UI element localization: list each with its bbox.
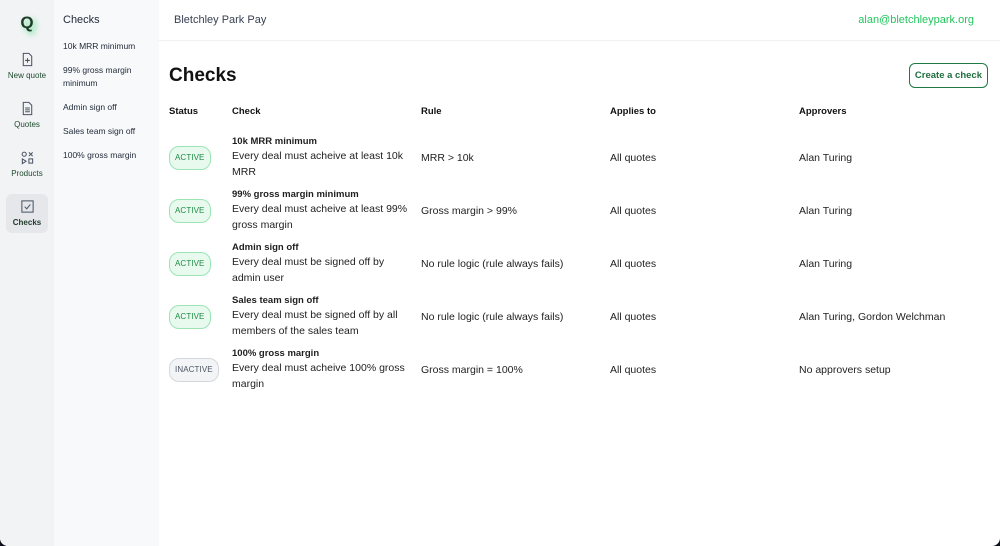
applies-to-cell: All quotes [610,363,657,376]
check-description: Every deal must acheive 100% gross margin [232,362,405,390]
table-row[interactable] [169,188,988,241]
status-badge: ACTIVE [169,146,211,170]
header-approvers: Approvers [799,106,847,117]
header-check: Check [232,106,261,117]
check-name: 99% gross margin minimum [232,189,359,200]
status-badge: ACTIVE [169,199,211,223]
app-name: Bletchley Park Pay [174,14,267,26]
rule-cell: No rule logic (rule always fails) [421,310,564,323]
status-badge: INACTIVE [169,358,219,382]
page-header [169,63,988,88]
check-description: Every deal must be signed off by all members of the sales team [232,309,398,337]
icon-rail [0,0,54,546]
rule-cell: MRR > 10k [421,151,474,164]
rule-cell: Gross margin = 100% [421,363,523,376]
table-row[interactable] [169,347,988,400]
rule-cell: No rule logic (rule always fails) [421,257,564,270]
check-name: 10k MRR minimum [232,136,317,147]
check-description: Every deal must acheive at least 10k MRR [232,150,404,178]
approvers-cell: Alan Turing [799,151,853,164]
rail-item-quotes[interactable] [6,96,48,135]
sidebar-item-admin-sign-off[interactable]: Admin sign off [63,102,117,112]
table-header-row [169,106,988,135]
table-row[interactable] [169,241,988,294]
approvers-cell: Alan Turing [799,257,853,270]
check-description: Every deal must acheive at least 99% gross margin [232,203,408,231]
applies-to-cell: All quotes [610,151,657,164]
rail-label: New quote [7,71,47,80]
header-status: Status [169,106,199,117]
sidebar-item-99-gross-margin-minimum[interactable]: 99% gross margin minimum [63,65,132,88]
approvers-cell: No approvers setup [799,363,891,376]
rule-cell: Gross margin > 99% [421,204,517,217]
checkbox-icon [20,199,35,214]
check-name: Sales team sign off [232,295,319,306]
header-applies-to: Applies to [610,106,656,117]
table-row[interactable] [169,135,988,188]
rail-label: Quotes [14,120,40,129]
rail-item-products[interactable] [6,145,48,184]
approvers-cell: Alan Turing [799,204,853,217]
rail-label: Checks [12,218,42,227]
user-email-link[interactable]: alan@bletchleypark.org [858,14,974,26]
page-title: Checks [169,64,237,86]
create-check-button[interactable]: Create a check [909,63,988,88]
applies-to-cell: All quotes [610,310,657,323]
sidebar-item-10k-mrr-minimum[interactable]: 10k MRR minimum [63,41,136,51]
applies-to-cell: All quotes [610,204,657,217]
document-icon [20,101,35,116]
approvers-cell: Alan Turing, Gordon Welchman [799,310,946,323]
sidebar-item-100-gross-margin[interactable]: 100% gross margin [63,150,137,160]
sidebar-item-sales-team-sign-off[interactable]: Sales team sign off [63,126,136,136]
check-name: 100% gross margin [232,348,320,359]
status-badge: ACTIVE [169,305,211,329]
header-rule: Rule [421,106,442,117]
table-row[interactable] [169,294,988,347]
applies-to-cell: All quotes [610,257,657,270]
rail-item-checks[interactable] [6,194,48,233]
check-name: Admin sign off [232,242,299,253]
rail-label: Products [11,169,43,178]
logo-icon[interactable]: Q [20,13,34,32]
content [159,41,1000,400]
rail-item-new-quote[interactable] [6,47,48,86]
status-badge: ACTIVE [169,252,211,276]
topbar [159,0,1000,41]
shapes-icon [20,150,35,165]
checks-table [169,106,988,400]
sidebar-title: Checks [63,14,100,26]
file-plus-icon [20,52,35,67]
checks-sidebar [54,0,159,546]
check-description: Every deal must be signed off by admin user [232,256,385,284]
main-area [159,0,1000,546]
